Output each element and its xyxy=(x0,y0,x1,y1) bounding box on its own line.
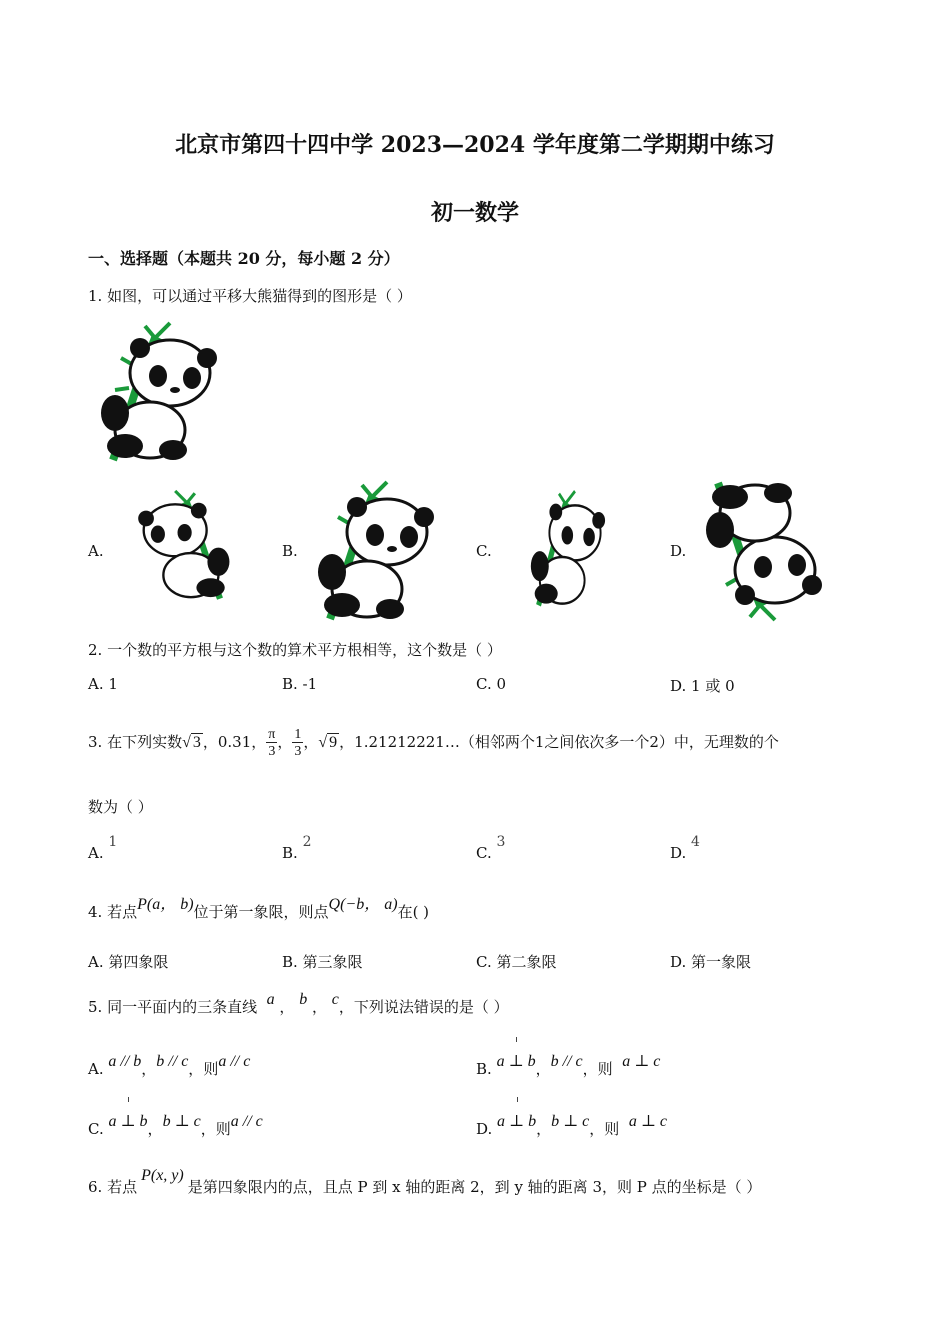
question-6-stem: 6. 若点P(x, y)是第四象限内的点，且点 P 到 x 轴的距离 2，到 y 轴的距离 3，则 P 点的坐标是（ ） xyxy=(88,1167,762,1196)
q2-option-b: B. -1 xyxy=(282,675,318,693)
question-2-stem: 2. 一个数的平方根与这个数的算术平方根相等，这个数是（ ） xyxy=(88,641,502,659)
q4-option-b: B. 第三象限 xyxy=(282,953,363,971)
question-1-stem: 1. 如图，可以通过平移大熊猫得到的图形是（ ） xyxy=(88,287,412,305)
q5-option-d: D. a ⊥ b，b ⊥ c，则 a ⊥ c xyxy=(476,1113,667,1138)
q2-option-c: C. 0 xyxy=(476,675,507,693)
q1-option-d-image xyxy=(700,475,825,625)
point-p: P(a， b) xyxy=(137,896,194,913)
q5-option-c: C. a ⊥ b，b ⊥ c，则a // c xyxy=(88,1113,263,1138)
sqrt-3: √ 3 xyxy=(182,734,201,751)
q1-option-b-image xyxy=(312,477,437,627)
q4-option-d: D. 第一象限 xyxy=(670,953,752,971)
page-subtitle: 初一数学 xyxy=(430,200,519,226)
point-p-xy: P(x, y) xyxy=(141,1167,184,1184)
q1-option-b-label: B. xyxy=(282,542,298,560)
q5-option-a: A. a // b，b // c，则a // c xyxy=(88,1053,251,1078)
q1-option-d-label: D. xyxy=(670,542,687,560)
q3-stem-start: 3. 在下列实数 xyxy=(88,733,183,751)
q4-option-c: C. 第二象限 xyxy=(476,953,557,971)
point-q: Q(−b， a) xyxy=(328,896,398,913)
q1-option-c-image xyxy=(527,487,607,612)
panda-illustration xyxy=(101,323,217,460)
q1-option-a-label: A. xyxy=(88,542,104,560)
q3-stem-line2: 数为（ ） xyxy=(88,798,153,816)
fraction-pi-over-3: $\frac{\pi}{3}$ xyxy=(268,726,276,759)
q2-option-a: A. 1 xyxy=(88,675,118,693)
panda-reference-image xyxy=(95,318,220,468)
q1-option-a-image xyxy=(126,487,244,605)
q4-option-a: A. 第四象限 xyxy=(88,953,169,971)
q3-option-d: D. 4 xyxy=(670,834,700,862)
q2-option-d: D. 1 或 0 xyxy=(670,677,735,695)
question-4-stem: 4. 若点P(a， b)位于第一象限，则点Q(−b， a)在( ) xyxy=(88,896,430,921)
q3-option-c: C. 3 xyxy=(476,834,506,862)
q3-option-b: B. 2 xyxy=(282,834,312,862)
q1-option-c-label: C. xyxy=(476,542,492,560)
q3-option-a: A. 1 xyxy=(88,834,118,862)
fraction-1-over-3: $\frac{1}{3}$ xyxy=(294,726,302,759)
question-5-stem: 5. 同一平面内的三条直线 a ， b ， c，下列说法错误的是（ ） xyxy=(88,991,509,1016)
q3-part-1: ，0.31， xyxy=(202,733,267,751)
q3-tail: ，1.21212221…（相邻两个1之间依次多一个2）中，无理数的个 xyxy=(339,733,779,751)
page-title: 北京市第四十四中学 2023—2024 学年度第二学期期中练习 xyxy=(175,132,775,158)
question-3-stem: 3. 在下列实数√ 3 ，0.31， $\frac{\pi}{3}$ ， $\frac{1}{3}$ ，√ 9 ，1.21212221…（相邻两个1之间依次多一个2）中，无理数的个 xyxy=(88,726,779,759)
section-heading: 一、选择题（本题共 20 分，每小题 2 分） xyxy=(88,249,400,268)
sqrt-9: √ 9 xyxy=(318,734,338,751)
q5-option-b: B. a ⊥ b，b // c，则 a ⊥ c xyxy=(476,1053,661,1078)
